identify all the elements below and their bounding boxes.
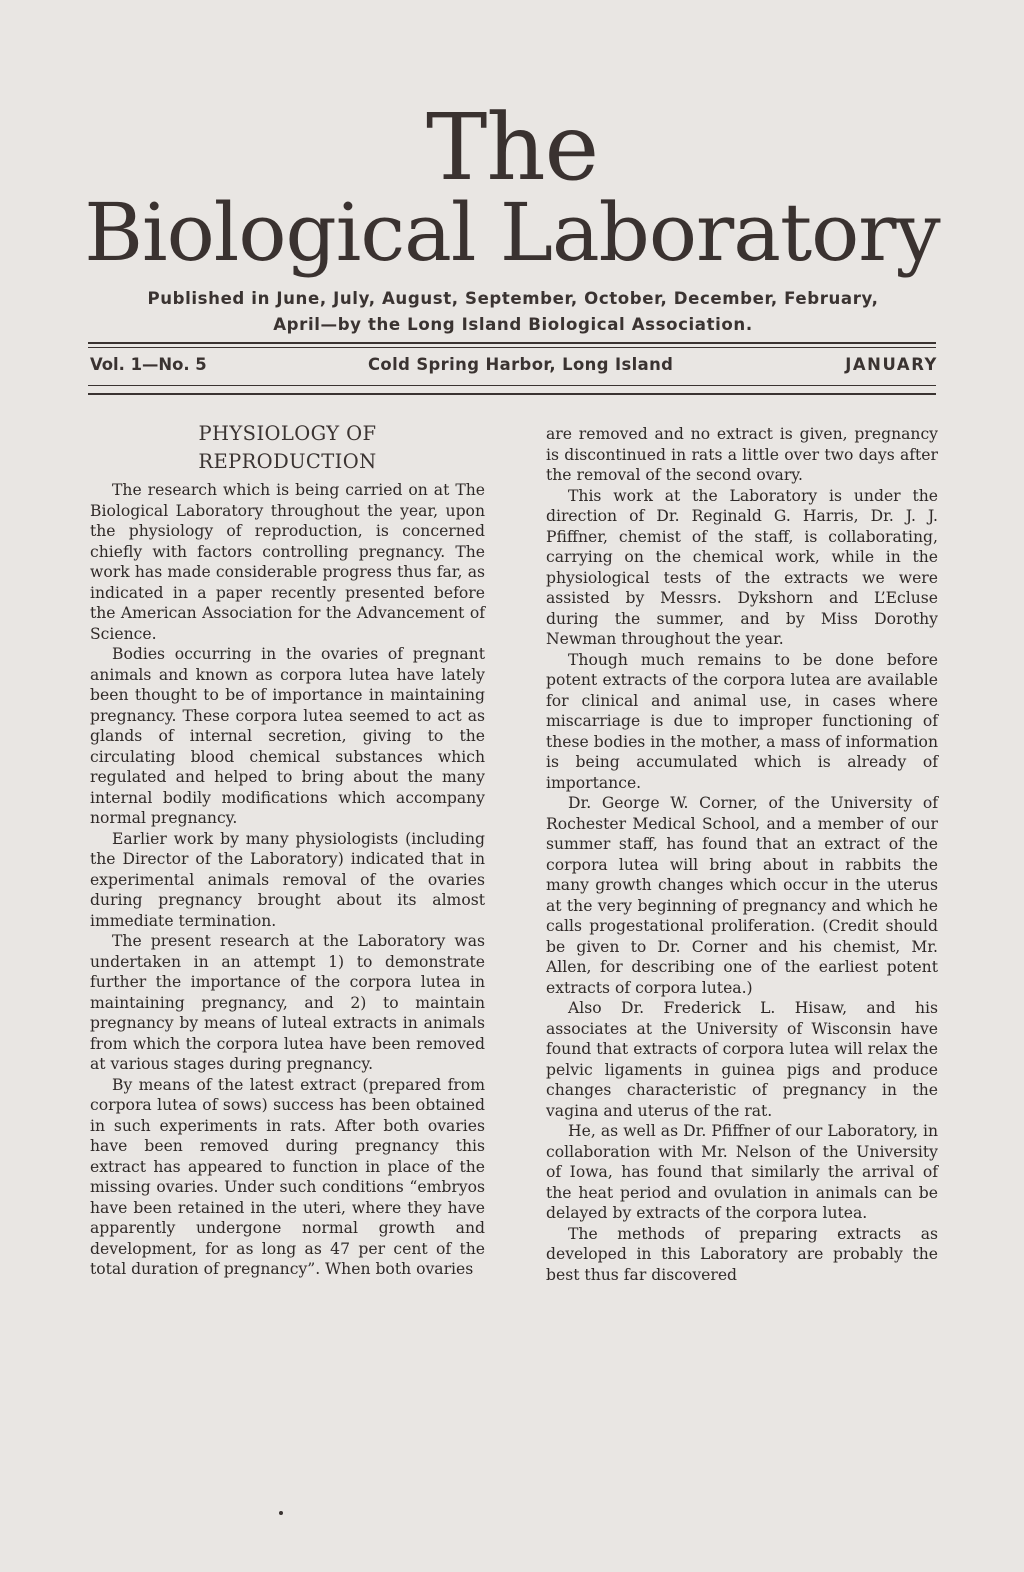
header-rule-top [88,342,936,344]
paragraph: The research which is being carried on at The Biological Laboratory throughout the year, upon the physiology of reproduction, is concerned chiefly with factors controlling pregnancy. The work has made considerable progress thus far, as indicated in a paper recently presented before the American Association for the Advancement of Science. [90,481,485,643]
header-rule-top-inner [88,347,936,348]
article-title-line-2: REPRODUCTION [198,450,377,473]
paragraph: This work at the Laboratory is under the direction of Dr. Reginald G. Harris, Dr. J. J. Pfiffner, chemist of the staff, is collaborating, carrying on the chemical work, while in the physiological tests of the extracts we were assisted by Messrs. Dykshorn and L’Ecluse during the summer, and by Miss Dorothy Newman throughout the year. [546,486,938,648]
paragraph: Earlier work by many physiologists (including the Director of the Laboratory) indicated that in experimental animals removal of the ovaries during pregnancy brought about its almost immediate termination. [90,829,485,930]
publication-schedule [90,286,936,338]
publication-schedule-line-2: April—by the Long Island Biological Association. [273,315,753,334]
paragraph: Bodies occurring in the ovaries of pregnant animals and known as corpora lutea have lately been thought to be of importance in maintaining pregnancy. These corpora lutea seemed to act as glands of internal secretion, giving to the circulating blood chemical substances which regulated and helped to bring about the many internal bodily modifications which accompany normal pregnancy. [90,645,485,827]
header-rule-bottom-inner [88,385,936,386]
masthead-title: Biological Laboratory [84,186,940,279]
article-title [90,420,485,476]
volume-number: Vol. 1—No. 5 [90,355,207,374]
paragraph: The present research at the Laboratory was undertaken in an attempt 1) to demonstrate further the importance of the corpora lutea in maintaining pregnancy, and 2) to maintain pregnancy by means of luteal extracts in animals from which the corpora lutea have been removed at various stages during pregnancy. [90,932,485,1073]
publication-place: Cold Spring Harbor, Long Island [368,355,674,374]
masthead-the: The [425,94,599,201]
issue-info-line [90,354,938,376]
paragraph: The methods of preparing extracts as developed in this Laboratory are probably the best thus far discovered [546,1224,938,1284]
paragraph-continuation: are removed and no extract is given, pregnancy is discontinued in rats a little over two days after the removal of the second ovary. [546,425,938,484]
paragraph: Dr. George W. Corner, of the University of Rochester Medical School, and a member of our summer staff, has found that an extract of the corpora lutea will bring about in rabbits the many growth changes which occur in the uterus at the very beginning of pregnancy and which he calls progestational proliferation. (Credit should be given to Dr. Corner and his chemist, Mr. Allen, for describing one of the earliest potent extracts of corpora lutea.) [546,794,938,997]
page-mark [279,1511,283,1515]
paragraph: Also Dr. Frederick L. Hisaw, and his associates at the University of Wisconsin have found that extracts of corpora lutea will relax the pelvic ligaments in guinea pigs and produce changes characteristic of pregnancy in the vagina and uterus of the rat. [546,999,938,1120]
header-rule-bottom [88,393,936,395]
left-column [90,420,485,1280]
paragraph: By means of the latest extract (prepared from corpora lutea of sows) success has been obtained in such experiments in rats. After both ovaries have been removed during pregnancy this extract has appeared to function in place of the missing ovaries. Under such conditions “embryos have been retained in the uteri, where they have apparently undergone normal growth and development, for as long as 47 per cent of the total duration of pregnancy”. When both ovaries [90,1075,485,1278]
right-column [546,424,938,1285]
publication-schedule-line-1: Published in June, July, August, September, October, December, February, [147,289,879,308]
paragraph: Though much remains to be done before potent extracts of the corpora lutea are available for clinical and animal use, in cases where miscarriage is due to improper functioning of these bodies in the mother, a mass of information is being accumulated which is already of importance. [546,650,938,792]
article-title-line-1: PHYSIOLOGY OF [198,422,377,445]
issue-month: JANUARY [845,355,938,374]
paragraph: He, as well as Dr. Pfiffner of our Laboratory, in collaboration with Mr. Nelson of the University of Iowa, has found that similarly the arrival of the heat period and ovulation in animals can be delayed by extracts of the corpora lutea. [546,1122,938,1222]
